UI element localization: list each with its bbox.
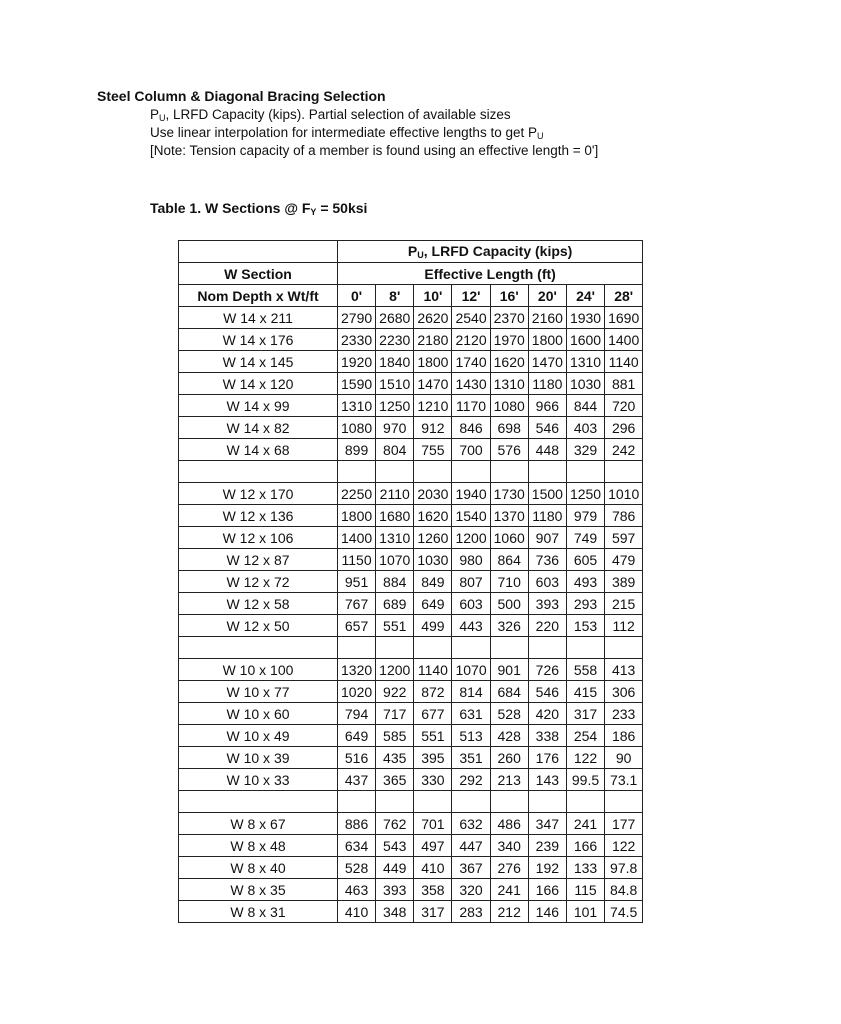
row-header: Nom Depth x Wt/ft — [179, 285, 338, 307]
capacity-cell: 1030 — [566, 373, 604, 395]
capacity-cell: 726 — [528, 659, 566, 681]
capacity-cell: 603 — [452, 593, 490, 615]
capacity-cell: 2680 — [376, 307, 414, 329]
capacity-cell: 558 — [566, 659, 604, 681]
section-cell: W 8 x 31 — [179, 901, 338, 923]
capacity-cell: 844 — [566, 395, 604, 417]
blank-cell — [414, 461, 452, 483]
capacity-cell: 1840 — [376, 351, 414, 373]
capacity-cell: 463 — [338, 879, 376, 901]
capacity-cell: 2790 — [338, 307, 376, 329]
capacity-cell: 90 — [605, 747, 643, 769]
capacity-cell: 649 — [338, 725, 376, 747]
capacity-cell: 283 — [452, 901, 490, 923]
capacity-cell: 1320 — [338, 659, 376, 681]
group-separator-row — [179, 791, 643, 813]
table-row — [179, 505, 643, 527]
capacity-cell: 1250 — [376, 395, 414, 417]
blank-cell — [490, 461, 528, 483]
capacity-cell: 338 — [528, 725, 566, 747]
capacity-cell: 605 — [566, 549, 604, 571]
capacity-cell: 1800 — [338, 505, 376, 527]
capacity-cell: 1430 — [452, 373, 490, 395]
capacity-cell: 2120 — [452, 329, 490, 351]
capacity-cell: 631 — [452, 703, 490, 725]
capacity-cell: 233 — [605, 703, 643, 725]
capacity-cell: 1690 — [605, 307, 643, 329]
section-cell: W 10 x 33 — [179, 769, 338, 791]
capacity-cell: 700 — [452, 439, 490, 461]
blank-cell — [376, 637, 414, 659]
capacity-cell: 348 — [376, 901, 414, 923]
table-row — [179, 527, 643, 549]
capacity-cell: 428 — [490, 725, 528, 747]
capacity-cell: 1800 — [414, 351, 452, 373]
capacity-cell: 749 — [566, 527, 604, 549]
capacity-cell: 293 — [566, 593, 604, 615]
capacity-cell: 74.5 — [605, 901, 643, 923]
section-cell: W 12 x 106 — [179, 527, 338, 549]
capacity-cell: 755 — [414, 439, 452, 461]
capacity-cell: 677 — [414, 703, 452, 725]
section-header: W Section — [179, 263, 338, 285]
capacity-cell: 213 — [490, 769, 528, 791]
blank-cell — [376, 461, 414, 483]
blank-cell — [376, 791, 414, 813]
blank-cell — [566, 791, 604, 813]
blank-cell — [452, 637, 490, 659]
section-cell: W 12 x 136 — [179, 505, 338, 527]
capacity-table — [178, 240, 643, 923]
capacity-cell: 2180 — [414, 329, 452, 351]
table-row — [179, 307, 643, 329]
capacity-cell: 649 — [414, 593, 452, 615]
capacity-cell: 1080 — [490, 395, 528, 417]
capacity-cell: 393 — [376, 879, 414, 901]
group-separator-row — [179, 461, 643, 483]
capacity-cell: 551 — [376, 615, 414, 637]
capacity-cell: 1470 — [414, 373, 452, 395]
capacity-cell: 767 — [338, 593, 376, 615]
table-row — [179, 615, 643, 637]
capacity-cell: 320 — [452, 879, 490, 901]
capacity-cell: 886 — [338, 813, 376, 835]
capacity-cell: 497 — [414, 835, 452, 857]
capacity-cell: 901 — [490, 659, 528, 681]
table-row — [179, 351, 643, 373]
section-cell: W 10 x 60 — [179, 703, 338, 725]
capacity-cell: 546 — [528, 681, 566, 703]
capacity-cell: 907 — [528, 527, 566, 549]
blank-cell — [179, 791, 338, 813]
capacity-cell: 951 — [338, 571, 376, 593]
capacity-cell: 1540 — [452, 505, 490, 527]
length-header: Effective Length (ft) — [338, 263, 643, 285]
section-cell: W 10 x 49 — [179, 725, 338, 747]
capacity-cell: 1940 — [452, 483, 490, 505]
capacity-cell: 413 — [605, 659, 643, 681]
section-cell: W 8 x 35 — [179, 879, 338, 901]
capacity-cell: 1800 — [528, 329, 566, 351]
length-header-cell: 12' — [452, 285, 490, 307]
capacity-cell: 447 — [452, 835, 490, 857]
capacity-cell: 1470 — [528, 351, 566, 373]
capacity-cell: 762 — [376, 813, 414, 835]
table-row — [179, 571, 643, 593]
capacity-cell: 358 — [414, 879, 452, 901]
section-cell: W 8 x 67 — [179, 813, 338, 835]
capacity-cell: 166 — [528, 879, 566, 901]
capacity-cell: 970 — [376, 417, 414, 439]
capacity-cell: 634 — [338, 835, 376, 857]
length-header-cell: 20' — [528, 285, 566, 307]
capacity-cell: 1200 — [452, 527, 490, 549]
capacity-cell: 698 — [490, 417, 528, 439]
table-row — [179, 901, 643, 923]
blank-cell — [179, 461, 338, 483]
capacity-cell: 979 — [566, 505, 604, 527]
capacity-cell: 192 — [528, 857, 566, 879]
capacity-cell: 736 — [528, 549, 566, 571]
capacity-cell: 899 — [338, 439, 376, 461]
capacity-cell: 2540 — [452, 307, 490, 329]
section-cell: W 12 x 72 — [179, 571, 338, 593]
capacity-cell: 1930 — [566, 307, 604, 329]
table-row — [179, 417, 643, 439]
note-tension: [Note: Tension capacity of a member is found using an effective length = 0'] — [150, 143, 599, 158]
capacity-cell: 420 — [528, 703, 566, 725]
capacity-cell: 254 — [566, 725, 604, 747]
capacity-cell: 849 — [414, 571, 452, 593]
table-row — [179, 373, 643, 395]
capacity-cell: 177 — [605, 813, 643, 835]
capacity-cell: 351 — [452, 747, 490, 769]
capacity-cell: 1510 — [376, 373, 414, 395]
capacity-cell: 166 — [566, 835, 604, 857]
capacity-cell: 500 — [490, 593, 528, 615]
capacity-cell: 73.1 — [605, 769, 643, 791]
capacity-cell: 329 — [566, 439, 604, 461]
capacity-cell: 1310 — [490, 373, 528, 395]
blank-cell — [452, 461, 490, 483]
document-title: Steel Column & Diagonal Bracing Selection — [97, 88, 386, 104]
capacity-cell: 241 — [490, 879, 528, 901]
capacity-cell: 1620 — [414, 505, 452, 527]
capacity-cell: 410 — [414, 857, 452, 879]
capacity-cell: 1180 — [528, 373, 566, 395]
section-cell: W 14 x 99 — [179, 395, 338, 417]
capacity-cell: 2370 — [490, 307, 528, 329]
capacity-cell: 1140 — [414, 659, 452, 681]
capacity-cell: 215 — [605, 593, 643, 615]
capacity-cell: 1200 — [376, 659, 414, 681]
capacity-cell: 2330 — [338, 329, 376, 351]
capacity-cell: 881 — [605, 373, 643, 395]
capacity-cell: 1590 — [338, 373, 376, 395]
table-row — [179, 395, 643, 417]
capacity-cell: 1310 — [566, 351, 604, 373]
capacity-cell: 122 — [605, 835, 643, 857]
capacity-header: $P_U$, LRFD Capacity (kips) — [338, 241, 643, 263]
capacity-cell: 449 — [376, 857, 414, 879]
blank-cell — [490, 637, 528, 659]
blank-cell — [605, 791, 643, 813]
capacity-cell: 632 — [452, 813, 490, 835]
capacity-cell: 513 — [452, 725, 490, 747]
capacity-cell: 415 — [566, 681, 604, 703]
capacity-cell: 846 — [452, 417, 490, 439]
capacity-cell: 546 — [528, 417, 566, 439]
table-row — [179, 593, 643, 615]
capacity-cell: 1600 — [566, 329, 604, 351]
capacity-cell: 499 — [414, 615, 452, 637]
blank-cell — [605, 461, 643, 483]
section-cell: W 14 x 120 — [179, 373, 338, 395]
table-row — [179, 681, 643, 703]
capacity-cell: 296 — [605, 417, 643, 439]
note-capacity: $P_U$, LRFD Capacity (kips). Partial selection of available sizes — [150, 107, 511, 123]
capacity-cell: 864 — [490, 549, 528, 571]
length-header-cell: 8' — [376, 285, 414, 307]
capacity-cell: 97.8 — [605, 857, 643, 879]
capacity-cell: 2620 — [414, 307, 452, 329]
capacity-cell: 872 — [414, 681, 452, 703]
capacity-cell: 807 — [452, 571, 490, 593]
capacity-cell: 1250 — [566, 483, 604, 505]
capacity-cell: 1730 — [490, 483, 528, 505]
section-cell: W 14 x 68 — [179, 439, 338, 461]
capacity-cell: 435 — [376, 747, 414, 769]
capacity-cell: 1400 — [338, 527, 376, 549]
table-row — [179, 813, 643, 835]
section-cell: W 8 x 40 — [179, 857, 338, 879]
capacity-cell: 220 — [528, 615, 566, 637]
capacity-cell: 306 — [605, 681, 643, 703]
capacity-cell: 1140 — [605, 351, 643, 373]
capacity-cell: 1070 — [376, 549, 414, 571]
capacity-cell: 239 — [528, 835, 566, 857]
capacity-cell: 212 — [490, 901, 528, 923]
capacity-cell: 980 — [452, 549, 490, 571]
capacity-cell: 133 — [566, 857, 604, 879]
capacity-cell: 720 — [605, 395, 643, 417]
table-row — [179, 769, 643, 791]
capacity-cell: 1310 — [376, 527, 414, 549]
capacity-cell: 1370 — [490, 505, 528, 527]
capacity-cell: 710 — [490, 571, 528, 593]
capacity-cell: 99.5 — [566, 769, 604, 791]
blank-cell — [179, 637, 338, 659]
blank-cell — [528, 637, 566, 659]
capacity-cell: 493 — [566, 571, 604, 593]
capacity-cell: 1400 — [605, 329, 643, 351]
length-header-cell: 16' — [490, 285, 528, 307]
table-caption: Table 1. W Sections @ $F_Y = 50ksi$ — [150, 200, 368, 217]
length-header-cell: 24' — [566, 285, 604, 307]
capacity-cell: 1080 — [338, 417, 376, 439]
capacity-cell: 393 — [528, 593, 566, 615]
capacity-cell: 260 — [490, 747, 528, 769]
blank-cell — [490, 791, 528, 813]
capacity-cell: 317 — [566, 703, 604, 725]
section-cell: W 12 x 58 — [179, 593, 338, 615]
capacity-cell: 1170 — [452, 395, 490, 417]
capacity-cell: 317 — [414, 901, 452, 923]
capacity-cell: 389 — [605, 571, 643, 593]
capacity-cell: 403 — [566, 417, 604, 439]
capacity-cell: 657 — [338, 615, 376, 637]
table-corner-blank — [179, 241, 338, 263]
table-row — [179, 879, 643, 901]
capacity-cell: 2230 — [376, 329, 414, 351]
capacity-cell: 365 — [376, 769, 414, 791]
capacity-cell: 1210 — [414, 395, 452, 417]
blank-cell — [452, 791, 490, 813]
capacity-cell: 1680 — [376, 505, 414, 527]
capacity-cell: 2160 — [528, 307, 566, 329]
capacity-cell: 1260 — [414, 527, 452, 549]
table-row — [179, 703, 643, 725]
table-row — [179, 549, 643, 571]
capacity-cell: 326 — [490, 615, 528, 637]
capacity-cell: 115 — [566, 879, 604, 901]
capacity-cell: 443 — [452, 615, 490, 637]
capacity-cell: 516 — [338, 747, 376, 769]
capacity-cell: 1970 — [490, 329, 528, 351]
capacity-cell: 1060 — [490, 527, 528, 549]
capacity-cell: 1620 — [490, 351, 528, 373]
section-cell: W 14 x 176 — [179, 329, 338, 351]
capacity-cell: 717 — [376, 703, 414, 725]
section-cell: W 14 x 211 — [179, 307, 338, 329]
capacity-cell: 543 — [376, 835, 414, 857]
section-cell: W 10 x 39 — [179, 747, 338, 769]
note-interpolation: Use linear interpolation for intermediate effective lengths to get $P_U$ — [150, 125, 544, 141]
capacity-cell: 153 — [566, 615, 604, 637]
capacity-cell: 276 — [490, 857, 528, 879]
capacity-cell: 528 — [490, 703, 528, 725]
blank-cell — [338, 791, 376, 813]
capacity-cell: 689 — [376, 593, 414, 615]
section-cell: W 10 x 100 — [179, 659, 338, 681]
blank-cell — [414, 791, 452, 813]
capacity-cell: 884 — [376, 571, 414, 593]
capacity-cell: 112 — [605, 615, 643, 637]
section-cell: W 8 x 48 — [179, 835, 338, 857]
capacity-cell: 603 — [528, 571, 566, 593]
capacity-cell: 241 — [566, 813, 604, 835]
capacity-cell: 528 — [338, 857, 376, 879]
table-row — [179, 747, 643, 769]
capacity-cell: 1500 — [528, 483, 566, 505]
capacity-cell: 684 — [490, 681, 528, 703]
capacity-cell: 966 — [528, 395, 566, 417]
capacity-cell: 922 — [376, 681, 414, 703]
blank-cell — [338, 461, 376, 483]
capacity-cell: 1180 — [528, 505, 566, 527]
capacity-cell: 146 — [528, 901, 566, 923]
capacity-cell: 2110 — [376, 483, 414, 505]
section-cell: W 12 x 87 — [179, 549, 338, 571]
capacity-cell: 912 — [414, 417, 452, 439]
capacity-cell: 1310 — [338, 395, 376, 417]
capacity-cell: 1020 — [338, 681, 376, 703]
blank-cell — [338, 637, 376, 659]
section-cell: W 14 x 145 — [179, 351, 338, 373]
capacity-cell: 122 — [566, 747, 604, 769]
blank-cell — [566, 461, 604, 483]
capacity-cell: 2030 — [414, 483, 452, 505]
section-cell: W 12 x 170 — [179, 483, 338, 505]
capacity-cell: 576 — [490, 439, 528, 461]
capacity-cell: 1740 — [452, 351, 490, 373]
capacity-cell: 479 — [605, 549, 643, 571]
blank-cell — [528, 791, 566, 813]
capacity-cell: 186 — [605, 725, 643, 747]
capacity-cell: 143 — [528, 769, 566, 791]
capacity-cell: 292 — [452, 769, 490, 791]
blank-cell — [414, 637, 452, 659]
section-cell: W 10 x 77 — [179, 681, 338, 703]
capacity-cell: 786 — [605, 505, 643, 527]
capacity-cell: 585 — [376, 725, 414, 747]
capacity-cell: 804 — [376, 439, 414, 461]
capacity-cell: 551 — [414, 725, 452, 747]
table-row — [179, 659, 643, 681]
capacity-cell: 2250 — [338, 483, 376, 505]
capacity-cell: 486 — [490, 813, 528, 835]
capacity-cell: 410 — [338, 901, 376, 923]
capacity-cell: 176 — [528, 747, 566, 769]
capacity-cell: 1010 — [605, 483, 643, 505]
table-row — [179, 329, 643, 351]
capacity-cell: 340 — [490, 835, 528, 857]
capacity-cell: 701 — [414, 813, 452, 835]
table-row — [179, 725, 643, 747]
section-cell: W 12 x 50 — [179, 615, 338, 637]
length-header-cell: 10' — [414, 285, 452, 307]
blank-cell — [528, 461, 566, 483]
capacity-cell: 242 — [605, 439, 643, 461]
capacity-cell: 347 — [528, 813, 566, 835]
capacity-cell: 1920 — [338, 351, 376, 373]
blank-cell — [605, 637, 643, 659]
group-separator-row — [179, 637, 643, 659]
capacity-cell: 330 — [414, 769, 452, 791]
capacity-cell: 101 — [566, 901, 604, 923]
capacity-cell: 437 — [338, 769, 376, 791]
capacity-cell: 367 — [452, 857, 490, 879]
capacity-cell: 1030 — [414, 549, 452, 571]
blank-cell — [566, 637, 604, 659]
capacity-cell: 794 — [338, 703, 376, 725]
section-cell: W 14 x 82 — [179, 417, 338, 439]
table-row — [179, 483, 643, 505]
capacity-cell: 1070 — [452, 659, 490, 681]
length-header-cell: 0' — [338, 285, 376, 307]
capacity-cell: 448 — [528, 439, 566, 461]
table-row — [179, 857, 643, 879]
table-row — [179, 835, 643, 857]
capacity-cell: 84.8 — [605, 879, 643, 901]
capacity-cell: 597 — [605, 527, 643, 549]
table-row — [179, 439, 643, 461]
capacity-cell: 814 — [452, 681, 490, 703]
capacity-cell: 395 — [414, 747, 452, 769]
length-header-cell: 28' — [605, 285, 643, 307]
capacity-cell: 1150 — [338, 549, 376, 571]
